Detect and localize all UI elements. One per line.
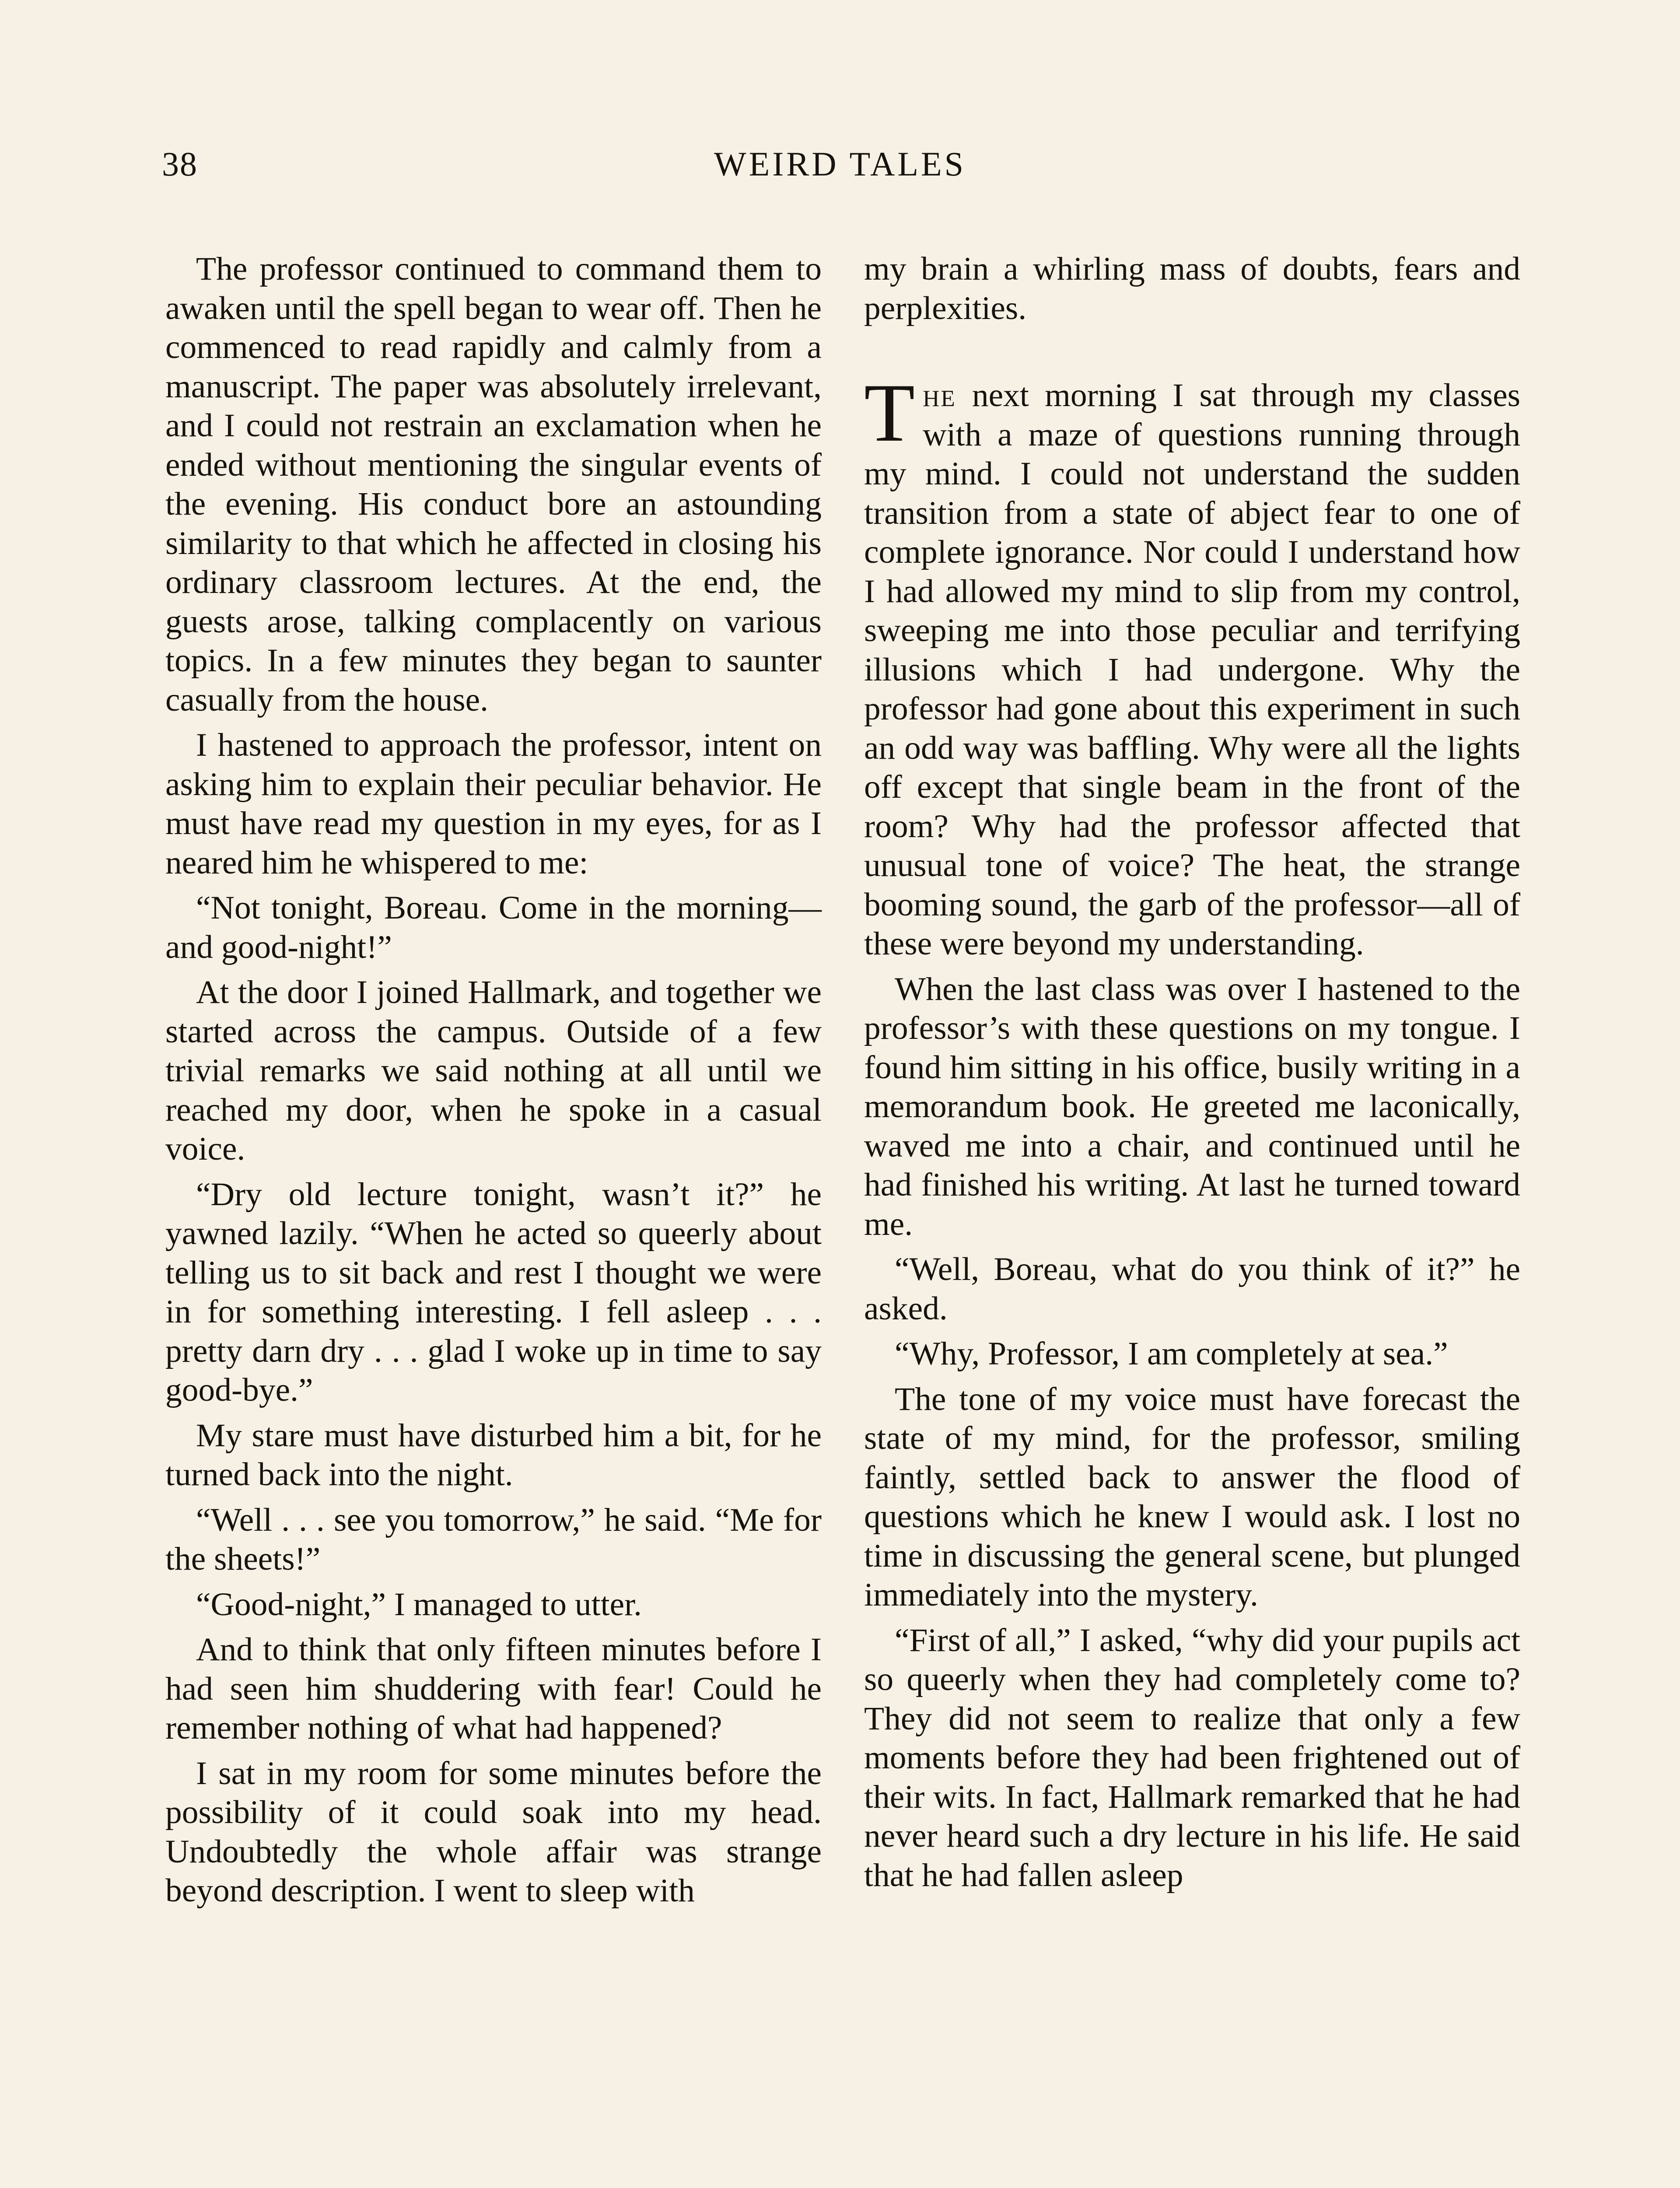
paragraph: “First of all,” I asked, “why did your pupils act so queerly when they had completely come to? They did not seem to realize that only a few moments before they had been frightened out of their wits. In fact, Hallmark remarked that he had never heard such a dry lecture in his life. He said that he had fallen asleep	[864, 1622, 1520, 1893]
paragraph: “Dry old lecture tonight, wasn’t it?” he yawned lazily. “When he acted so queerly about telling us to sit back and rest I thought we were in for something interesting. I fell asleep . . . pretty darn dry . . . glad I woke up in time to say good-bye.”	[165, 1176, 822, 1408]
drop-cap: T	[864, 367, 915, 459]
paragraph: The tone of my voice must have forecast the state of my mind, for the professor, smiling faintly, settled back to answer the flood of questions which he knew I would ask. I lost no time in discussing the general scene, but plunged immediately into the mystery.	[864, 1381, 1520, 1613]
paragraph: I sat in my room for some minutes before the possibility of it could soak into my head. Undoubtedly the whole affair was strange beyond description. I went to sleep with	[165, 1755, 822, 1909]
paragraph: At the door I joined Hallmark, and together we started across the campus. Outside of a few trivial remarks we said nothing at all until we reached my door, when he spoke in a casual voice.	[165, 974, 822, 1167]
paragraph-continued: my brain a whirling mass of doubts, fears and perplexities.	[864, 251, 1520, 326]
small-caps-lead: he	[923, 377, 956, 414]
right-column	[864, 249, 1520, 1901]
paragraph: I hastened to approach the professor, intent on asking him to explain their peculiar behavior. He must have read my question in my eyes, for as I neared him he whispered to me:	[165, 727, 822, 881]
paragraph: When the last class was over I hastened to the professor’s with these questions on my tongue. I found him sitting in his office, busily writing in a memorandum book. He greeted me laconically, waved me into a chair, and continued until he had finished his writing. At last he turned toward me.	[864, 971, 1520, 1242]
page-number: 38	[162, 145, 198, 183]
paragraph: “Why, Professor, I am completely at sea.”	[895, 1336, 1448, 1372]
paragraph: And to think that only fifteen minutes before I had seen him shuddering with fear! Could he remember nothing of what had happened?	[165, 1631, 822, 1746]
section-opening-paragraph	[864, 367, 1520, 964]
paragraph: “Not tonight, Boreau. Come in the morning—and good-night!”	[165, 890, 822, 965]
magazine-title: WEIRD TALES	[714, 145, 966, 183]
running-head	[162, 144, 1518, 197]
paragraph: The professor continued to command them to awaken until the spell began to wear off. Then he commenced to read rapidly and calmly from a manuscript. The paper was absolutely irrelevant, and I could not restrain an exclamation when he ended without mentioning the singular events of the evening. His conduct bore an astounding similarity to that which he affected in closing his ordinary classroom lectures. At the end, the guests arose, talking complacently on various topics. In a few minutes they began to saunter casually from the house.	[165, 251, 822, 718]
paragraph: “Well, Boreau, what do you think of it?” he asked.	[864, 1251, 1520, 1327]
left-column	[165, 249, 822, 1917]
paragraph: My stare must have disturbed him a bit, for he turned back into the night.	[165, 1417, 822, 1493]
paragraph-text: next morning I sat through my classes with a maze of questions running through my mind. I could not understand the sudden transition from a state of abject fear to one of complete ignorance. Nor could I understand how I had allowed my mind to slip from my control, sweeping me into those peculiar and terrifying illusions which I had undergone. Why the professor had gone about this experiment in such an odd way was baffling. Why were all the lights off except that single beam in the front of the room? Why had the professor affected that unusual tone of voice? The heat, the strange booming sound, the garb of the professor—all of these were beyond my understanding.	[864, 377, 1520, 962]
paragraph: “Well . . . see you tomorrow,” he said. “Me for the sheets!”	[165, 1501, 822, 1577]
paragraph: “Good-night,” I managed to utter.	[196, 1586, 642, 1623]
